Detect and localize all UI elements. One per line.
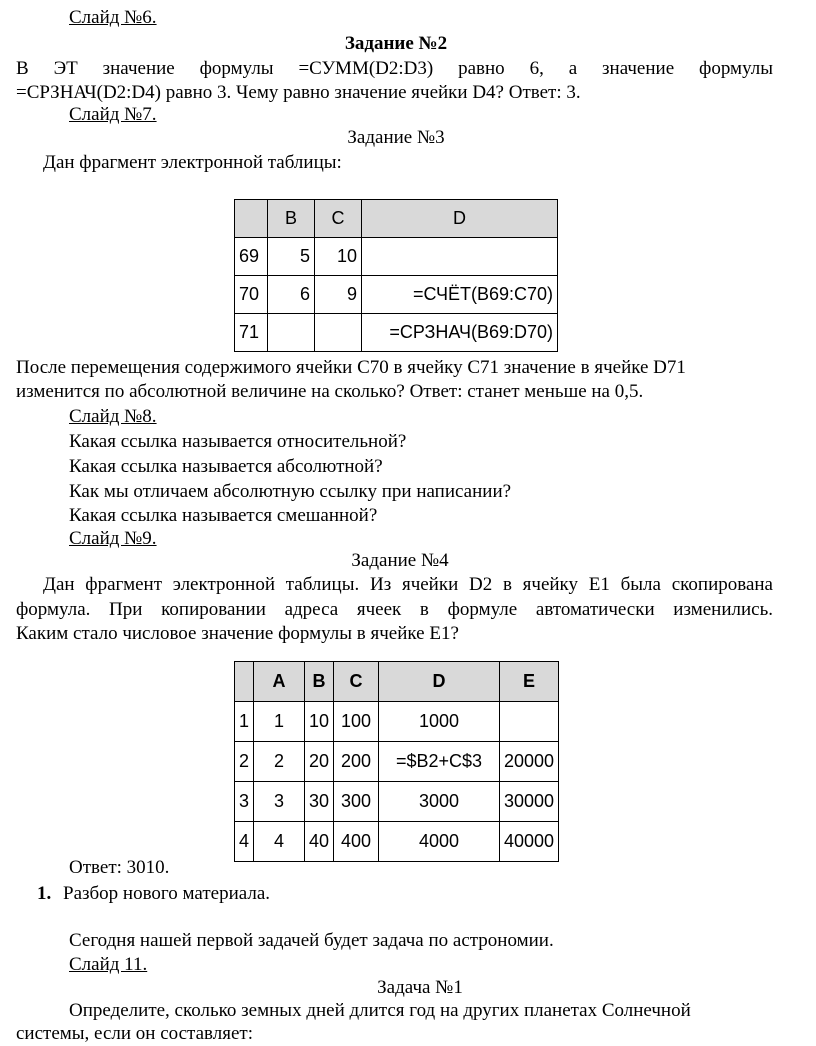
astronomy-intro: Сегодня нашей первой задачей будет задача по астрономии.: [69, 930, 554, 951]
col-header-b: B: [268, 200, 315, 238]
table-header-row: [235, 662, 559, 702]
col-header-c: C: [334, 662, 379, 702]
cell: 4000: [379, 822, 500, 862]
question-item: Какая ссылка называется относительной?: [69, 431, 407, 452]
task2-line1: В ЭТ значение формулы =СУММ(D2:D3) равно 6, а значение формулы: [16, 58, 773, 79]
spreadsheet-fragment-2: [234, 661, 559, 862]
section-number: 1.: [37, 883, 52, 904]
task3-intro: Дан фрагмент электронной таблицы:: [43, 152, 342, 173]
slide-11-label: Слайд 11.: [69, 954, 148, 975]
cell: 300: [334, 782, 379, 822]
cell: 100: [334, 702, 379, 742]
task1-line2: системы, если он составляет:: [16, 1023, 253, 1044]
table-row: [235, 702, 559, 742]
table-row: [235, 276, 558, 314]
table-row: [235, 782, 559, 822]
cell: 4: [254, 822, 305, 862]
task1-line1: Определите, сколько земных дней длится год на других планетах Солнечной: [69, 1000, 691, 1021]
row-header: 71: [235, 314, 268, 352]
task3-question-line2: изменится по абсолютной величине на сколько? Ответ: станет меньше на 0,5.: [16, 381, 644, 402]
col-header-c: C: [315, 200, 362, 238]
question-item: Какая ссылка называется абсолютной?: [69, 456, 383, 477]
task4-line1: Дан фрагмент электронной таблицы. Из ячейки D2 в ячейку E1 была скопирована: [43, 574, 773, 595]
row-header: 4: [235, 822, 254, 862]
row-header: 3: [235, 782, 254, 822]
cell: 30000: [499, 782, 558, 822]
cell: [268, 314, 315, 352]
cell: 9: [315, 276, 362, 314]
cell: 1: [254, 702, 305, 742]
row-header: 69: [235, 238, 268, 276]
task3-question-line1: После перемещения содержимого ячейки C70 в ячейку C71 значение в ячейке D71: [16, 357, 686, 378]
cell: [499, 702, 558, 742]
col-header-b: B: [305, 662, 334, 702]
row-header: 70: [235, 276, 268, 314]
cell: 3: [254, 782, 305, 822]
section-title: Разбор нового материала.: [63, 883, 271, 904]
slide-9-label: Слайд №9.: [69, 528, 157, 549]
spreadsheet-fragment-1: [234, 199, 558, 352]
row-header: 2: [235, 742, 254, 782]
cell: 40000: [499, 822, 558, 862]
task4-line2: формула. При копировании адреса ячеек в формуле автоматически изменились.: [16, 599, 773, 620]
cell: 1000: [379, 702, 500, 742]
table-row: [235, 238, 558, 276]
task2-title: Задание №2: [344, 33, 448, 54]
corner-cell: [235, 662, 254, 702]
cell: 20000: [499, 742, 558, 782]
cell: 20: [305, 742, 334, 782]
row-header: 1: [235, 702, 254, 742]
task2-line2: =СРЗНАЧ(D2:D4) равно 3. Чему равно значение ячейки D4? Ответ: 3.: [16, 82, 581, 103]
cell: =СРЗНАЧ(B69:D70): [362, 314, 558, 352]
cell: 2: [254, 742, 305, 782]
cell: [362, 238, 558, 276]
col-header-d: D: [379, 662, 500, 702]
question-item: Какая ссылка называется смешанной?: [69, 505, 378, 526]
cell: 30: [305, 782, 334, 822]
cell: 400: [334, 822, 379, 862]
cell: 40: [305, 822, 334, 862]
task4-line3: Каким стало числовое значение формулы в ячейке E1?: [16, 623, 459, 644]
table-header-row: [235, 200, 558, 238]
cell: =СЧЁТ(B69:C70): [362, 276, 558, 314]
col-header-d: D: [362, 200, 558, 238]
task4-answer: Ответ: 3010.: [69, 857, 170, 878]
table-row: [235, 314, 558, 352]
col-header-e: E: [499, 662, 558, 702]
cell: =$B2+C$3: [379, 742, 500, 782]
slide-6-label: Слайд №6.: [69, 7, 157, 28]
task1-title: Задача №1: [377, 977, 463, 998]
cell: 5: [268, 238, 315, 276]
task3-title: Задание №3: [347, 127, 445, 148]
cell: 10: [305, 702, 334, 742]
slide-8-label: Слайд №8.: [69, 406, 157, 427]
cell: [315, 314, 362, 352]
task4-title: Задание №4: [351, 550, 449, 571]
question-item: Как мы отличаем абсолютную ссылку при написании?: [69, 481, 512, 502]
cell: 3000: [379, 782, 500, 822]
cell: 6: [268, 276, 315, 314]
slide-7-label: Слайд №7.: [69, 104, 157, 125]
table-row: [235, 742, 559, 782]
cell: 200: [334, 742, 379, 782]
col-header-a: A: [254, 662, 305, 702]
table-row: [235, 822, 559, 862]
corner-cell: [235, 200, 268, 238]
cell: 10: [315, 238, 362, 276]
